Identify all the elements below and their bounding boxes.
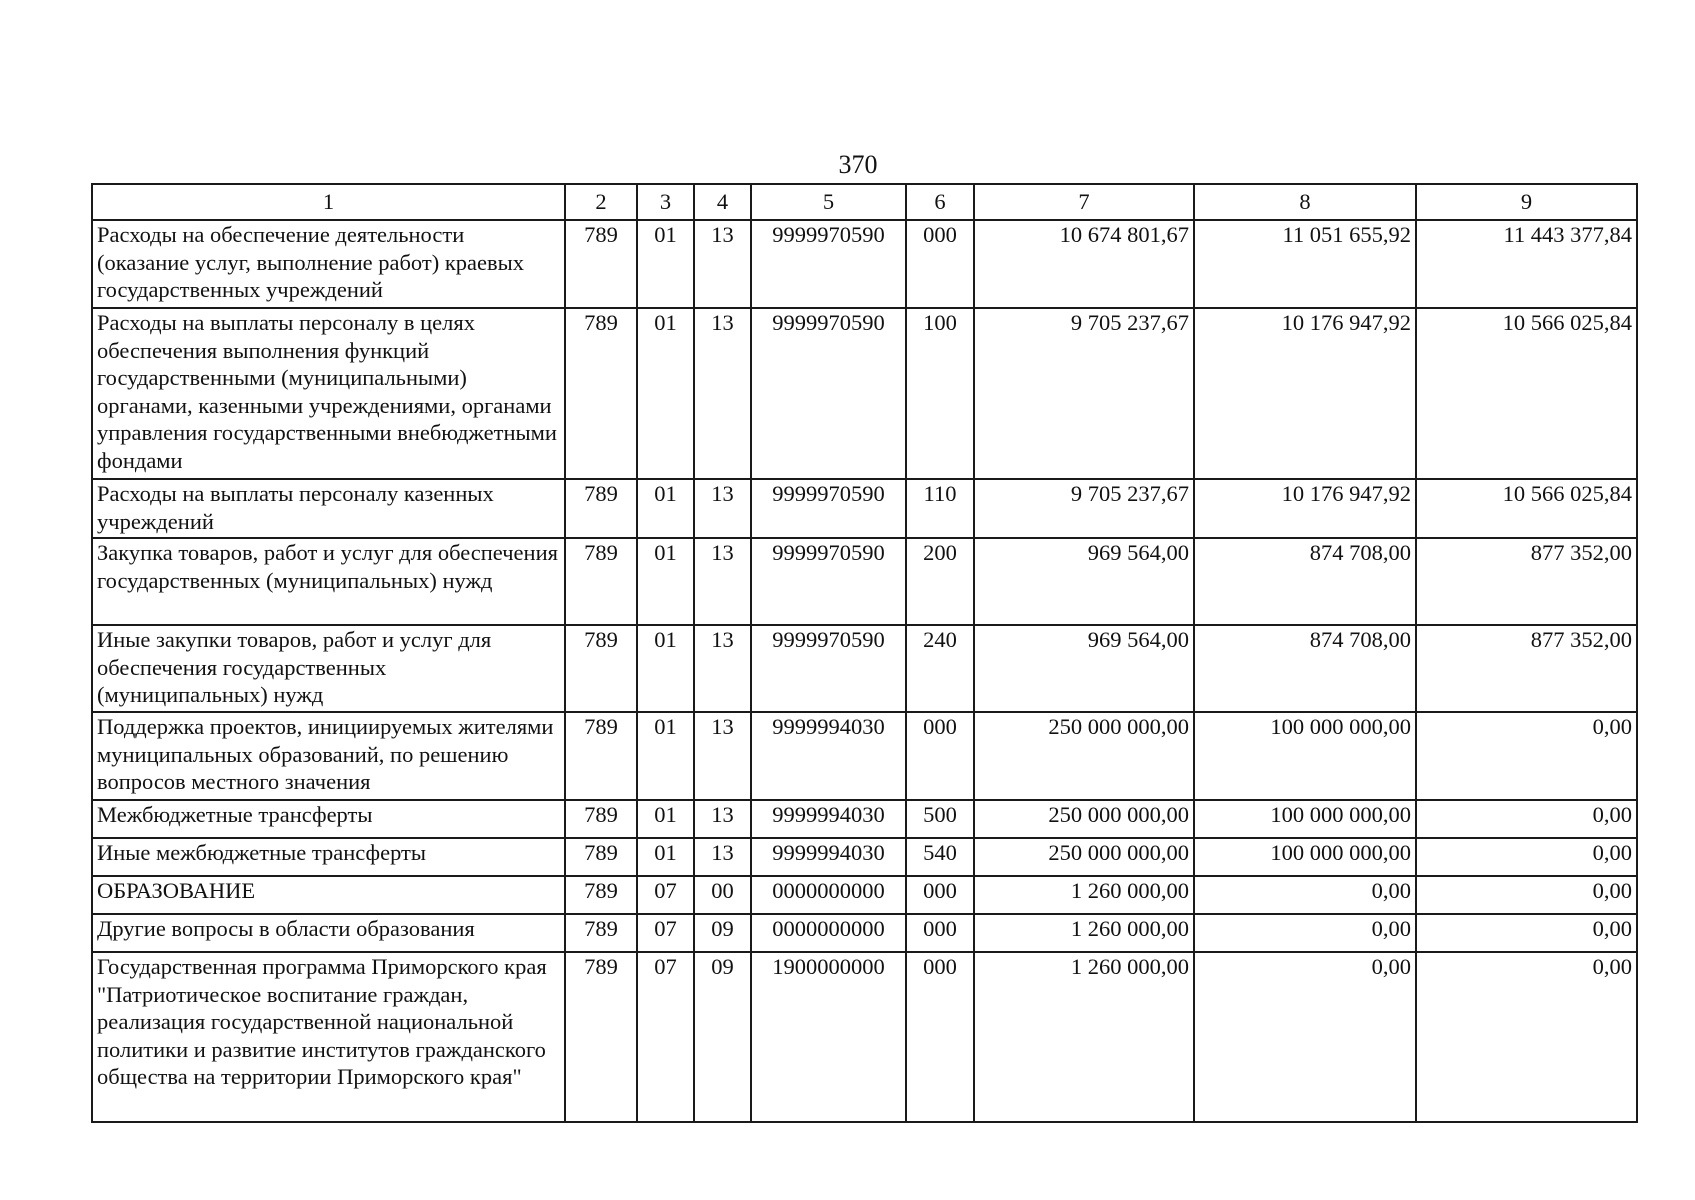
row-code-4: 13: [694, 308, 751, 479]
budget-table: [91, 183, 1638, 1123]
header-col-2: 2: [565, 184, 637, 220]
row-code-3: 07: [637, 914, 694, 952]
row-code-6: 540: [906, 838, 974, 876]
row-code-5: 9999970590: [751, 220, 906, 308]
header-col-9: 9: [1416, 184, 1637, 220]
row-amount-9: 0,00: [1416, 952, 1637, 1122]
header-col-7: 7: [974, 184, 1194, 220]
table-row: [92, 538, 1637, 625]
row-amount-8: 0,00: [1194, 914, 1416, 952]
row-code-5: 9999994030: [751, 800, 906, 838]
row-amount-7: 10 674 801,67: [974, 220, 1194, 308]
row-amount-8: 0,00: [1194, 876, 1416, 914]
table-row: [92, 308, 1637, 479]
row-amount-8: 874 708,00: [1194, 625, 1416, 712]
row-code-4: 13: [694, 800, 751, 838]
row-amount-8: 100 000 000,00: [1194, 712, 1416, 800]
row-code-3: 07: [637, 876, 694, 914]
row-code-3: 01: [637, 838, 694, 876]
row-code-4: 13: [694, 220, 751, 308]
row-code-6: 500: [906, 800, 974, 838]
row-amount-8: 100 000 000,00: [1194, 838, 1416, 876]
row-name: ОБРАЗОВАНИЕ: [92, 876, 565, 914]
row-code-3: 01: [637, 712, 694, 800]
row-amount-7: 969 564,00: [974, 625, 1194, 712]
row-code-6: 200: [906, 538, 974, 625]
row-code-5: 1900000000: [751, 952, 906, 1122]
row-amount-7: 1 260 000,00: [974, 876, 1194, 914]
row-amount-9: 877 352,00: [1416, 538, 1637, 625]
row-name: Закупка товаров, работ и услуг для обеспечения государственных (муниципальных) нужд: [92, 538, 565, 625]
row-code-3: 01: [637, 800, 694, 838]
header-col-3: 3: [637, 184, 694, 220]
row-code-6: 000: [906, 712, 974, 800]
row-amount-8: 11 051 655,92: [1194, 220, 1416, 308]
row-code-4: 13: [694, 538, 751, 625]
table-row: [92, 220, 1637, 308]
row-amount-9: 10 566 025,84: [1416, 308, 1637, 479]
header-col-8: 8: [1194, 184, 1416, 220]
row-code-5: 9999970590: [751, 625, 906, 712]
row-name: Другие вопросы в области образования: [92, 914, 565, 952]
row-code-3: 01: [637, 538, 694, 625]
row-code-2: 789: [565, 800, 637, 838]
row-code-5: 9999970590: [751, 538, 906, 625]
table-row: [92, 876, 1637, 914]
row-code-4: 00: [694, 876, 751, 914]
row-code-2: 789: [565, 952, 637, 1122]
row-name: Расходы на выплаты персоналу казенных учреждений: [92, 479, 565, 538]
row-code-4: 09: [694, 952, 751, 1122]
row-code-6: 240: [906, 625, 974, 712]
row-amount-9: 0,00: [1416, 800, 1637, 838]
row-code-2: 789: [565, 308, 637, 479]
row-amount-7: 250 000 000,00: [974, 712, 1194, 800]
row-name: Расходы на выплаты персоналу в целях обеспечения выполнения функций государственными (муниципальными) органами, казенными учреждениями, органами управления государственными внебюджетными фондами: [92, 308, 565, 479]
table-row: [92, 914, 1637, 952]
row-code-4: 13: [694, 838, 751, 876]
page-number: 370: [838, 150, 878, 179]
row-code-2: 789: [565, 914, 637, 952]
header-col-4: 4: [694, 184, 751, 220]
header-col-6: 6: [906, 184, 974, 220]
row-code-5: 9999970590: [751, 479, 906, 538]
row-code-4: 13: [694, 479, 751, 538]
row-code-4: 09: [694, 914, 751, 952]
row-code-5: 0000000000: [751, 914, 906, 952]
row-amount-7: 9 705 237,67: [974, 308, 1194, 479]
row-code-2: 789: [565, 538, 637, 625]
row-code-2: 789: [565, 220, 637, 308]
row-code-3: 01: [637, 308, 694, 479]
row-amount-9: 877 352,00: [1416, 625, 1637, 712]
row-name: Государственная программа Приморского края "Патриотическое воспитание граждан, реализация государственной национальной политики и развитие институтов гражданского общества на территории Приморского края": [92, 952, 565, 1122]
row-code-3: 07: [637, 952, 694, 1122]
row-amount-8: 874 708,00: [1194, 538, 1416, 625]
table-row: [92, 712, 1637, 800]
row-amount-8: 100 000 000,00: [1194, 800, 1416, 838]
row-amount-8: 0,00: [1194, 952, 1416, 1122]
row-code-6: 000: [906, 876, 974, 914]
table-row: [92, 952, 1637, 1122]
row-amount-7: 1 260 000,00: [974, 914, 1194, 952]
row-amount-8: 10 176 947,92: [1194, 479, 1416, 538]
row-amount-9: 0,00: [1416, 712, 1637, 800]
row-code-5: 9999994030: [751, 712, 906, 800]
row-code-4: 13: [694, 625, 751, 712]
row-code-6: 000: [906, 952, 974, 1122]
row-code-3: 01: [637, 220, 694, 308]
row-name: Поддержка проектов, инициируемых жителями муниципальных образований, по решению вопросов местного значения: [92, 712, 565, 800]
row-amount-8: 10 176 947,92: [1194, 308, 1416, 479]
row-code-2: 789: [565, 479, 637, 538]
row-code-4: 13: [694, 712, 751, 800]
row-code-2: 789: [565, 625, 637, 712]
row-amount-7: 250 000 000,00: [974, 838, 1194, 876]
row-code-3: 01: [637, 479, 694, 538]
row-amount-7: 969 564,00: [974, 538, 1194, 625]
table-row: [92, 479, 1637, 538]
header-col-5: 5: [751, 184, 906, 220]
table-header-row: [92, 184, 1637, 220]
row-code-3: 01: [637, 625, 694, 712]
row-code-2: 789: [565, 876, 637, 914]
row-amount-9: 0,00: [1416, 838, 1637, 876]
row-code-5: 9999970590: [751, 308, 906, 479]
row-code-2: 789: [565, 712, 637, 800]
row-name: Иные закупки товаров, работ и услуг для обеспечения государственных (муниципальных) нужд: [92, 625, 565, 712]
row-code-6: 110: [906, 479, 974, 538]
row-amount-9: 10 566 025,84: [1416, 479, 1637, 538]
row-code-5: 0000000000: [751, 876, 906, 914]
row-code-6: 000: [906, 220, 974, 308]
row-code-6: 000: [906, 914, 974, 952]
row-amount-9: 11 443 377,84: [1416, 220, 1637, 308]
row-code-2: 789: [565, 838, 637, 876]
row-amount-7: 1 260 000,00: [974, 952, 1194, 1122]
row-name: Иные межбюджетные трансферты: [92, 838, 565, 876]
row-code-6: 100: [906, 308, 974, 479]
row-amount-9: 0,00: [1416, 876, 1637, 914]
row-name: Расходы на обеспечение деятельности (оказание услуг, выполнение работ) краевых государственных учреждений: [92, 220, 565, 308]
header-col-1: 1: [92, 184, 565, 220]
row-amount-9: 0,00: [1416, 914, 1637, 952]
table-row: [92, 838, 1637, 876]
table-row: [92, 800, 1637, 838]
row-amount-7: 9 705 237,67: [974, 479, 1194, 538]
row-name: Межбюджетные трансферты: [92, 800, 565, 838]
row-amount-7: 250 000 000,00: [974, 800, 1194, 838]
table-row: [92, 625, 1637, 712]
row-code-5: 9999994030: [751, 838, 906, 876]
